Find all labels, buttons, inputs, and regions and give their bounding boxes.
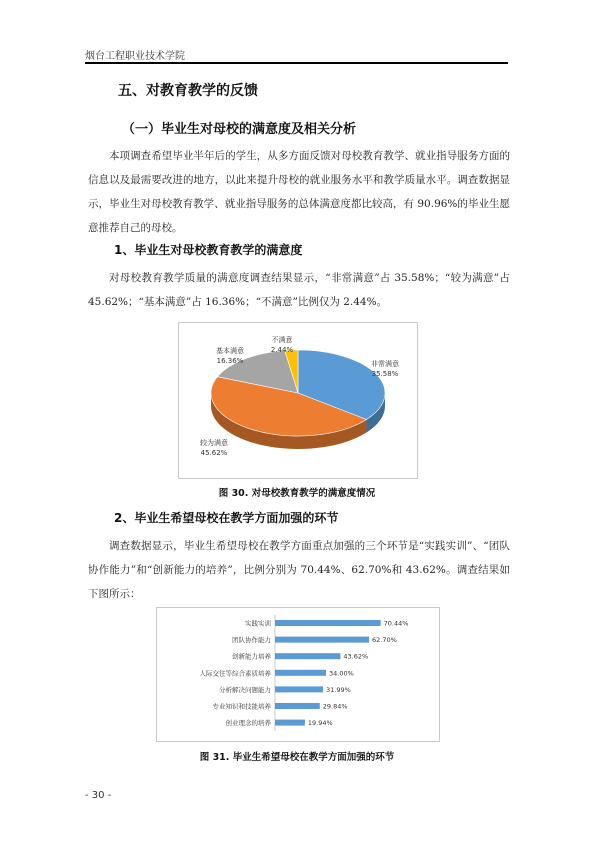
pie-value-label-3: 2.44% [270, 346, 294, 354]
figure-31-caption: 图 31. 毕业生希望母校在教学方面加强的环节 [199, 752, 395, 763]
pie-value-label-0: 35.58% [371, 370, 399, 378]
bar-category-label-5: 专业知识和技能培养 [212, 702, 271, 711]
bar-value-label-4: 31.99% [325, 685, 351, 694]
bar-6 [275, 720, 305, 726]
bar-0 [275, 620, 381, 626]
heading-improvement: 2、毕业生希望母校在教学方面加强的环节 [114, 511, 339, 525]
page-header: 烟台工程职业技术学院 [85, 51, 185, 62]
improvement-bar-chart [157, 608, 439, 741]
bar-value-label-5: 29.84% [322, 702, 348, 711]
page-number: - 30 - [85, 790, 112, 801]
satisfaction-pie-chart [179, 323, 417, 478]
pie-label-0: 非常满意 [371, 360, 399, 368]
bar-category-label-3: 人际交往等综合素质培养 [199, 669, 271, 678]
bar-category-label-6: 创业理念的培养 [225, 719, 271, 728]
bar-value-label-3: 34.00% [329, 669, 354, 678]
subsection-title: （一）毕业生对母校的满意度及相关分析 [122, 122, 357, 137]
intro-paragraph: 本项调查希望毕业半年后的学生，从多方面反馈对母校教育教学、就业指导服务方面的信息以及最需要改进的地方，以此来提升母校的就业服务水平和教学质量水平。调查数据显示，毕业生对母校教育教学、就业指导服务的总体满意度都比较高，有 90.96%的毕业生愿意推荐自己的母校。 [88, 150, 510, 234]
bar-category-label-0: 实践实训 [245, 619, 271, 628]
pie-value-label-2: 16.36% [216, 357, 244, 365]
bar-value-label-6: 19.94% [307, 719, 333, 728]
pie-label-2: 基本满意 [216, 347, 244, 355]
satisfaction-paragraph: 对母校教育教学质量的满意度调查结果显示，“非常满意”占 35.58%；“较为满意”占 45.62%；“基本满意”占 16.36%；“不满意”比例仅为 2.44%。 [88, 272, 510, 308]
pie-label-1: 较为满意 [200, 439, 228, 447]
bar-5 [275, 703, 320, 709]
bar-value-label-2: 43.62% [343, 652, 369, 661]
section-title: 五、对教育教学的反馈 [118, 83, 258, 99]
figure-31-frame [156, 607, 440, 742]
bar-category-label-2: 创新能力培养 [232, 652, 271, 661]
figure-30-caption: 图 30. 对母校教育教学的满意度情况 [218, 488, 376, 499]
bar-category-label-1: 团队协作能力 [232, 636, 271, 645]
bar-value-label-1: 62.70% [372, 636, 397, 645]
bar-2 [275, 653, 340, 659]
heading-satisfaction: 1、毕业生对母校教育教学的满意度 [114, 243, 303, 257]
header-rule [85, 62, 508, 64]
bar-category-label-4: 分析解决问题能力 [219, 685, 271, 694]
figure-30-frame [178, 322, 418, 479]
bar-3 [275, 670, 326, 676]
improvement-paragraph: 调查数据显示，毕业生希望母校在教学方面重点加强的三个环节是“实践实训”、“团队协作能力”和“创新能力的培养”，比例分别为 70.44%、62.70%和 43.62%。调查结果如下图所示： [88, 540, 510, 600]
bar-value-label-0: 70.44% [383, 619, 409, 628]
pie-label-3: 不满意 [271, 336, 293, 344]
bar-1 [275, 637, 369, 643]
pie-value-label-1: 45.62% [200, 449, 228, 457]
bar-4 [275, 686, 323, 692]
